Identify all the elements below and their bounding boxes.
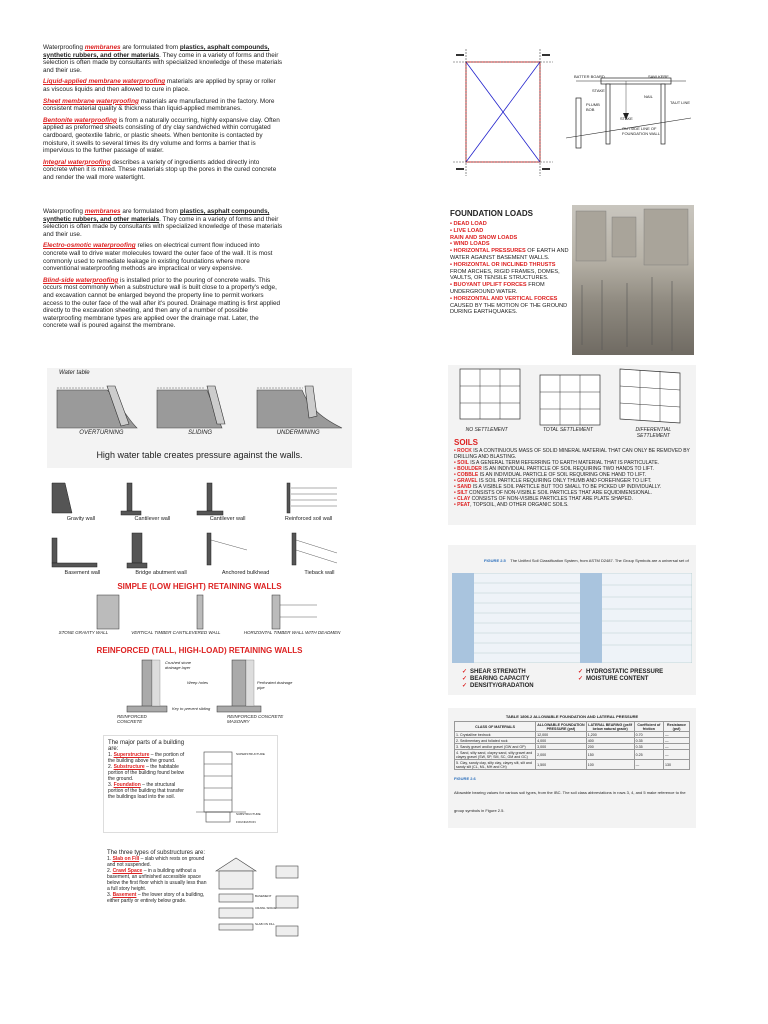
saw-kerf-label: SAW KERF (648, 74, 669, 79)
undermining-caption: UNDERMINING (276, 430, 320, 436)
slab-on-fill-label: SLAB ON FILL (255, 922, 275, 926)
basement-label: BASEMENT (255, 894, 272, 898)
sliding-caption: SLIDING (188, 430, 213, 436)
crawl-space-item: 2. Crawl Space – in a building without a basement, an unfinished accessible space below the first floor which is usually less than a full story height. (107, 868, 207, 892)
key-label: Key to prevent sliding (172, 706, 211, 711)
load-item: • DEAD LOAD (450, 221, 487, 227)
total-settlement-caption: TOTAL SETTLEMENT (542, 427, 593, 433)
check-item: ✓ HYDROSTATIC PRESSURE (578, 669, 664, 675)
load-item: • HORIZONTAL AND VERTICAL FORCES CAUSED BY THE MOTION OF THE GROUND DURING EARTHQUAKES. (450, 295, 568, 316)
soil-item: • SILT CONSISTS OF NON-VISIBLE SOIL PARTICLES THAT ARE EQUIDIMENSIONAL. (454, 490, 653, 496)
foundation-loads-panel (448, 203, 696, 358)
substructures-title: The three types of substructures are: (107, 850, 206, 856)
simple-walls-diagram (47, 593, 352, 631)
crushed-stone-label: Crushed stone drainage layer (165, 660, 192, 670)
figure-2-6-caption: Allowable bearing values for various soil types, from the IBC. The soil class abbreviations in rows 3, 4, and 5 make reference to the group symbols in Figure 2.5. (454, 790, 686, 813)
soil-item: • GRAVEL IS SOIL PARTICLE REQUIRING ONLY THUMB AND FOREFINGER TO LIFT. (454, 478, 652, 484)
bridge-abutment-label: Bridge abutment wall (135, 570, 187, 576)
allowable-pressure-panel (448, 708, 696, 828)
reinforced-masonry-caption: REINFORCED CONCRETE MASONRY (227, 714, 284, 724)
stone-gravity-caption: STONE GRAVITY WALL (58, 630, 109, 635)
blind-side-item: Blind-side waterproofing is installed prior to the pouring of concrete walls. This occurs most commonly when a substructure wall is built close to a property's edge, and excavation cannot be enlarged beyond the property line to permit workers access to the outer face of the wall after it's poured. Drainage matting is first applied directly to the excavation sheeting, and then any of a number of possible waterproofing membrane types are applied over the drainage mat. Later, the concrete wall is poured against the membrane. (43, 276, 281, 330)
check-item: ✓ BEARING CAPACITY (462, 676, 530, 682)
construction-site-photo (572, 205, 694, 355)
check-item: ✓ SHEAR STRENGTH (462, 669, 526, 675)
water-table-panel (47, 368, 352, 468)
water-table-diagram (47, 368, 352, 430)
stake-label-2: STAKE (620, 116, 633, 121)
foundation-item: 3. Foundation – the structural portion of the building that transfer the buildings load into the soil. (108, 782, 184, 800)
figure-2-6-label: FIGURE 2.6 (454, 776, 476, 781)
soil-classification-panel (448, 545, 696, 695)
water-table-headline: High water table creates pressure against the walls. (96, 450, 303, 460)
bentonite-item: Bentonite waterproofing is from a naturally occurring, highly expansive clay. Often applied as preformed sheets consisting of dry clay sandwiched within corrugated cardboard, geotextile fabric, or plastic sheets. When bentonite is contacted by moisture, it swells to several times its dry volume and forms a barrier that is impervious to the further passage of water. (43, 116, 280, 155)
check-item: ✓ MOISTURE CONTENT (578, 676, 649, 682)
figure-2-5-caption: The Unified Soil Classification System, from ASTM D2487. The Group Symbols are a universal set of (510, 558, 689, 563)
drainage-pipe-label: Perforated drainage pipe (257, 680, 293, 690)
check-item: ✓ DENSITY/GRADATION (462, 683, 534, 689)
waterproofing-panel-1 (43, 44, 283, 194)
allowable-pressure-table (454, 721, 690, 770)
table-header: ALLOWABLE FOUNDATION PRESSURE (psf) (537, 722, 585, 731)
cantilever-wall-label-2: Cantilever wall (209, 516, 246, 522)
reinforced-soil-wall-label: Reinforced soil wall (284, 516, 333, 522)
load-item: • HORIZONTAL PRESSURES OF EARTH AND WATER AGAINST BASEMENT WALLS. (450, 248, 569, 261)
building-sketch (196, 744, 276, 829)
substructure-sketch (211, 856, 311, 946)
table-1806-title: TABLE 1806.2 ALLOWABLE FOUNDATION AND LATERAL PRESSURE (505, 714, 639, 719)
basement-wall-label: Basement wall (64, 570, 101, 576)
foundation-label: FOUNDATION (236, 820, 256, 824)
soil-item: • ROCK IS A CONTINUOUS MASS OF SOLID MINERAL MATERIAL THAT CAN ONLY BE REMOVED BY DRILLING AND BLASTING. (454, 448, 690, 460)
building-parts-title: The major parts of a building are: (108, 740, 185, 752)
waterproofing-intro-2: Waterproofing membranes are formulated from plastics, asphalt compounds, synthetic rubbers, and other materials. They come in a variety of forms and their selection is often made by consultants with specialized knowledge of these materials and their use. (43, 208, 283, 238)
building-parts-panel (103, 735, 278, 833)
table-header: Coefficient of friction (634, 722, 663, 732)
load-item: • BUOYANT UPLIFT FORCES FROM UNDERGROUND WATER. (450, 282, 545, 295)
crawl-space-label: CRAWL SPACE (255, 906, 277, 910)
slab-on-fill-item: 1. Slab on Fill – slab which rests on ground and not suspended. (107, 856, 205, 868)
load-item: • HORIZONTAL OR INCLINED THRUSTS FROM ARCHES, RIGID FRAMES, DOMES, VAULTS, OR TENSILE STRUCTURES. (450, 261, 560, 282)
table-row: 5. Clay, sandy clay, silty clay, clayey silt, silt and sandy silt (CL, ML, MH and CH) 1,500 100 — 130 (455, 760, 690, 770)
table-row: 4. Sand, silty sand, clayey sand, silty gravel and clayey gravel (SW, SP, SM, SC, GM and GC) 2,000 150 0.25 — (455, 750, 690, 760)
table-header: CLASS OF MATERIALS (455, 722, 536, 732)
substructure-item: 2. Substructure – the habitable portion of the building found below the ground. (108, 764, 185, 782)
waterproofing-panel-2 (43, 208, 283, 358)
gravity-wall-label: Gravity wall (66, 516, 96, 522)
substructures-panel (103, 848, 313, 948)
table-row: 2. Sedimentary and foliated rock 4,000 400 0.35 — (455, 738, 690, 744)
tieback-wall-label: Tieback wall (304, 570, 335, 576)
simple-walls-title: SIMPLE (LOW HEIGHT) RETAINING WALLS (117, 582, 282, 591)
table-header: LATERAL BEARING (psf/f below natural grade) (586, 722, 634, 732)
soils-title: SOILS (454, 438, 479, 447)
superstructure-item: 1. Superstructure – the portion of the building above the ground. (108, 752, 185, 764)
overturning-caption: OVERTURNING (79, 430, 124, 436)
basement-item: 3. Basement – the lower story of a building, either partly or entirely below grade. (107, 892, 205, 904)
table-row: 3. Sandy gravel and/or gravel (GW and GP) 3,000 200 0.35 — (455, 744, 690, 750)
soil-item: • SOIL IS A GENERAL TERM REFERRING TO EARTH MATERIAL THAT IS PARTICULATE. (454, 460, 660, 466)
substructure-label: SUBSTRUCTURE (236, 812, 261, 816)
batter-board-label: BATTER BOARD (574, 74, 605, 79)
sheet-membrane-item: Sheet membrane waterproofing materials are manufactured in the factory. More consistent material quality & thickness than liquid-applied membranes. (43, 97, 275, 113)
load-item: • WIND LOADS (450, 241, 490, 248)
timber-cantilever-caption: VERTICAL TIMBER CANTILEVERED WALL (131, 630, 221, 635)
superstructure-label: SUPERSTRUCTURE (236, 752, 265, 756)
table-header: Resistance (psf) (664, 722, 690, 732)
settlement-diagram (448, 365, 696, 427)
integral-item: Integral waterproofing describes a variety of ingredients added directly into concrete when it is mixed. These materials stop up the pores in the cured concrete and render the wall more watertight. (43, 158, 277, 181)
waterproofing-intro: Waterproofing membranes are formulated from plastics, asphalt compounds, synthetic rubbers, and other materials. They come in a variety of forms and their selection is often made by consultants with specialized knowledge of these materials and their use. (43, 44, 283, 74)
soil-item: • PEAT, TOPSOIL, AND OTHER ORGANIC SOILS. (454, 502, 569, 508)
load-item: RAIN AND SNOW LOADS (450, 234, 518, 241)
soil-item: • CLAY CONSISTS OF NON-VISIBLE PARTICLES THAT ARE PLATE SHAPED. (454, 496, 633, 502)
uscs-table-image (452, 573, 692, 663)
soil-item: • COBBLE IS AN INDIVIDUAL PARTICLE OF SOIL REQUIRING ONE HAND TO LIFT. (454, 472, 647, 478)
reinforced-walls-title: REINFORCED (TALL, HIGH-LOAD) RETAINING WALLS (96, 646, 303, 655)
weep-holes-label: Weep holes (187, 680, 209, 685)
taut-line-label: TAUT LINE (670, 100, 691, 105)
foundation-line-label: OUTSIDE LINE OF FOUNDATION WALL (622, 126, 661, 136)
retaining-walls-panel (47, 478, 352, 728)
batter-board-plan (448, 44, 558, 184)
batter-board-detail (566, 68, 691, 158)
horizontal-timber-caption: HORIZONTAL TIMBER WALL WITH DEADMEN (243, 630, 341, 635)
water-table-label: Water table (59, 370, 90, 376)
batter-board-panel (448, 44, 696, 194)
differential-settlement-caption: DIFFERENTIAL SETTLEMENT (635, 427, 672, 439)
anchored-bulkhead-label: Anchored bulkhead (221, 570, 270, 576)
soil-item: • SAND IS A VISIBLE SOIL PARTICLE BUT TOO SMALL TO BE PICKED UP INDIVIDUALLY. (454, 484, 662, 490)
table-row: 1. Crystalline bedrock 12,000 1,200 0.70 — (455, 732, 690, 738)
stake-label: STAKE (592, 88, 605, 93)
figure-2-5-label: FIGURE 2.5 (484, 558, 506, 563)
nail-label: NAIL (644, 94, 653, 99)
foundation-loads-title: FOUNDATION LOADS (450, 209, 533, 218)
reinforced-concrete-caption: REINFORCED CONCRETE (117, 714, 147, 724)
soil-item: • BOULDER IS AN INDIVIDUAL PARTICLE OF SOIL REQUIRING TWO HANDS TO LIFT. (454, 466, 654, 472)
wall-types-diagram (47, 478, 352, 578)
plumb-bob-label: PLUMB BOB (586, 102, 600, 112)
load-item: • LIVE LOAD (450, 227, 484, 234)
cantilever-wall-label: Cantilever wall (134, 516, 171, 522)
liquid-applied-item: Liquid-applied membrane waterproofing materials are applied by spray or roller as viscous liquids and then allowed to cure in place. (43, 78, 276, 93)
settlement-soils-panel (448, 365, 696, 525)
electro-osmotic-item: Electro-osmotic waterproofing relies on electrical current flow induced into concrete wall to drive water molecules toward the outer face of the wall. It is most commonly used to remediate leakage in existing foundations where more conventional waterproofing methods are impractical or very expensive. (43, 242, 273, 273)
no-settlement-caption: NO SETTLEMENT (465, 427, 508, 433)
